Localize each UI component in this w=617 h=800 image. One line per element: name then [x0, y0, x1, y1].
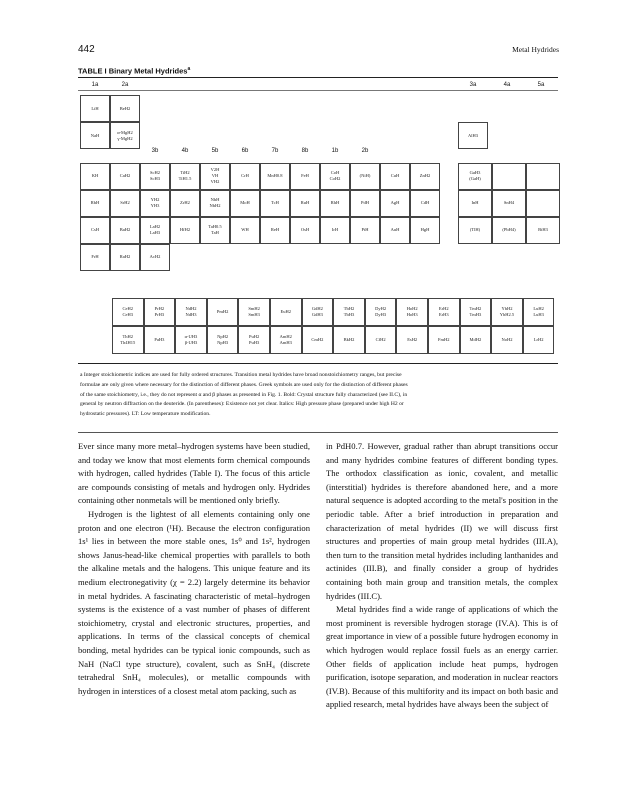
hydride-cell: PdH	[350, 190, 380, 217]
group-label: 2a	[121, 82, 129, 88]
lanthanide-cell: TbH2 TbH3	[333, 298, 365, 326]
hydride-cell: CoH CoH2	[320, 163, 350, 190]
hydride-cell: α-MgH2 γ-MgH2	[110, 122, 140, 149]
group-label: 4a	[503, 82, 511, 88]
hydride-cell: TaH0.5 TaH	[200, 217, 230, 244]
lanthanide-cell: DyH2 DyH3	[365, 298, 397, 326]
hydride-cell: TcH	[260, 190, 290, 217]
lanthanide-cell: PmH2	[207, 298, 239, 326]
hydride-cell: OsH	[290, 217, 320, 244]
hydride-cell: SrH2	[110, 190, 140, 217]
empty-cell	[526, 190, 560, 217]
body-column-right	[326, 440, 558, 712]
table-top-rule	[78, 77, 558, 78]
hydride-cell: CsH	[80, 217, 110, 244]
hydride-cell: WH	[230, 217, 260, 244]
hydride-cell: GaH3 (GaH)	[458, 163, 492, 190]
transition-group-label: 2b	[361, 148, 369, 154]
running-title: Metal Hydrides	[512, 45, 559, 54]
hydride-cell: (PbH4)	[492, 217, 526, 244]
hydride-cell: V2H VH VH2	[200, 163, 230, 190]
hydride-cell: CrH	[230, 163, 260, 190]
lanthanide-cell: SmH2 SmH3	[238, 298, 270, 326]
footnote-line: general by neutron diffraction on the deuteride. (In parentheses): Existence not yet clear. Italics: High pressure phase (prepared under high H2 or	[80, 401, 404, 408]
table-bottom-rule	[78, 363, 558, 364]
actinide-cell: MdH2	[460, 326, 492, 354]
hydride-cell: IrH	[320, 217, 350, 244]
footnote-line: a Integer stoichiometric indices are used for fully ordered structures. Transition metal hydrides have broad nonstoichiometry ranges, but precise	[80, 372, 402, 378]
footnote-line: hydrostatic pressures). LT: Low temperature modification.	[80, 411, 211, 418]
transition-group-label: 4b	[181, 148, 189, 154]
hydride-cell: SnH4	[492, 190, 526, 217]
hydride-cell: ZrH2	[170, 190, 200, 217]
actinide-cell: CmH2	[302, 326, 334, 354]
transition-group-label: 5b	[211, 148, 219, 154]
actinide-cell: ThH2 Th4H15	[112, 326, 144, 354]
hydride-cell: (TlH)	[458, 217, 492, 244]
footnote-rule	[78, 432, 558, 433]
group-label: 3a	[469, 82, 477, 88]
hydride-cell: HfH2	[170, 217, 200, 244]
hydride-cell: ReH	[260, 217, 290, 244]
actinide-cell: NpH2 NpH3	[207, 326, 239, 354]
transition-group-label: 8b	[301, 148, 309, 154]
hydride-cell: NaH	[80, 122, 110, 149]
lanthanide-cell: ErH2 ErH3	[428, 298, 460, 326]
table-title-sup: a	[187, 66, 191, 72]
actinide-cell: AmH2 AmH3	[270, 326, 302, 354]
hydride-cell: BeH2	[110, 95, 140, 122]
hydride-cell: AuH	[380, 217, 410, 244]
table-title-text: TABLE I Binary Metal Hydrides	[78, 66, 188, 76]
actinide-cell: EsH2	[396, 326, 428, 354]
hydride-cell: BiH3	[526, 217, 560, 244]
table-header-rule	[78, 90, 558, 91]
hydride-cell: ZnH2	[410, 163, 440, 190]
hydride-cell: RbH	[80, 190, 110, 217]
hydride-cell: PtH	[350, 217, 380, 244]
lanthanide-cell: NdH2 NdH3	[175, 298, 207, 326]
group-label: 5a	[537, 82, 545, 88]
hydride-cell: CaH2	[110, 163, 140, 190]
actinide-cell: LrH2	[523, 326, 555, 354]
transition-group-label: 7b	[271, 148, 279, 154]
hydride-cell: FeH	[290, 163, 320, 190]
actinide-cell: α-UH3 β-UH3	[175, 326, 207, 354]
body-column-left	[78, 440, 310, 698]
lanthanide-cell: TmH2 TmH3	[460, 298, 492, 326]
group-label: 1a	[91, 82, 99, 88]
lanthanide-cell: GdH2 GdH3	[302, 298, 334, 326]
lanthanide-cell: YbH2 YbH2.5	[491, 298, 523, 326]
hydride-cell: FrH	[80, 244, 110, 271]
lanthanide-cell: EuH2	[270, 298, 302, 326]
hydride-cell: AlH3	[458, 122, 488, 149]
paragraph: Metal hydrides find a wide range of applications of which the most prominent is reversible hydrogen storage (IV.A). This is of great importance in view of a possible future hydrogen economy in which hydrogen would replace fossil fuels as an energy carrier. Other fields of application include heat pumps, hydrogen purification, isotope separation, and moderation in nuclear reactors (IV.B). Because of this multifority and its impact on both basic and applied research, metal hydrides have always been the subject of	[326, 604, 558, 710]
actinide-cell: NoH2	[491, 326, 523, 354]
table-title	[78, 66, 190, 76]
hydride-cell: AcH2	[140, 244, 170, 271]
hydride-cell: HgH	[410, 217, 440, 244]
table-footnote	[80, 371, 552, 420]
actinide-cell: PuH2 PuH3	[238, 326, 270, 354]
hydride-cell: RaH2	[110, 244, 140, 271]
paragraph: Ever since many more metal–hydrogen systems have been studied, and today we know that most elements form chemical compounds with hydrogen, called hydrides (Table I). The focus of this article are compounds consisting of metals and hydrogen only. Hydrides containing other nonmetals will be mentioned only briefly.	[78, 441, 310, 506]
empty-cell	[492, 163, 526, 190]
footnote-line: formulae are only given where necessary for the distinction of different phases. Greek symbols are used only for the distinction of different phases	[80, 381, 408, 388]
hydride-cell: CuH	[380, 163, 410, 190]
hydride-cell: CdH	[410, 190, 440, 217]
hydride-cell: NbH NbH2	[200, 190, 230, 217]
lanthanide-cell: PrH2 PrH3	[144, 298, 176, 326]
transition-group-label: 3b	[151, 148, 159, 154]
hydride-cell: MnH0.8	[260, 163, 290, 190]
transition-group-label: 6b	[241, 148, 249, 154]
hydride-cell: InH	[458, 190, 492, 217]
hydride-cell: LiH	[80, 95, 110, 122]
actinide-cell: PaH3	[144, 326, 176, 354]
page-number: 442	[78, 44, 95, 55]
footnote-line: of the same stoichiometry, i.e., they do not represent α and β phases as presented in Fig. 1. Bold: Crystal structure fully characterized (see II.C), in	[80, 391, 408, 398]
transition-group-label: 1b	[331, 148, 339, 154]
hydride-cell: KH	[80, 163, 110, 190]
empty-cell	[526, 163, 560, 190]
hydride-cell: AgH	[380, 190, 410, 217]
hydride-cell: YH2 YH3	[140, 190, 170, 217]
lanthanide-cell: HoH2 HoH3	[396, 298, 428, 326]
actinide-cell: BkH2	[333, 326, 365, 354]
actinide-cell: CfH2	[365, 326, 397, 354]
hydride-cell: (NiH)	[350, 163, 380, 190]
paragraph: in PdH0.7. However, gradual rather than abrupt transitions occur and many hydrides combine features of different bonding types. The orthodox classification as ionic, covalent, and metallic (interstitial) hydrides is therefore abandoned here, and a more natural sequence is adopted according to the metal's position in the periodic table. After a brief introduction in preparation and characterization of metal hydrides (II) we will discuss first structures and properties of main group metal hydrides (III.A), then turn to the transition metal hydrides including lanthanides and actinides (III.B), and finally consider a group of hydrides containing both main group and transition metals, the complex hydrides (III.C).	[326, 441, 558, 601]
actinide-cell: FmH2	[428, 326, 460, 354]
hydride-cell: ScH2 ScH3	[140, 163, 170, 190]
hydride-cell: BaH2	[110, 217, 140, 244]
paragraph: Hydrogen is the lightest of all elements containing only one proton and one electron (¹H). Because the electron configuration 1s¹ lies in between the more stable ones, 1s⁰ and 1s², hydrogen shows Janus-head-like chemical properties with parallels to both the alkaline metals and the halogens. This unique feature and its medium electronegativity (χ = 2.2) largely determine its behavior in metal hydrides. A fascinating characteristic of metal–hydrogen systems is the existence of a vast number of phases of different stoichiometry, crystal and electronic structures, properties, and applications. In terms of the classical concepts of chemical bonding, metal hydrides can be typical ionic compounds, such as NaH (NaCl type structure), covalent, such as SnH₄ (discrete tetrahedral SnH₄ molecules), or metallic compounds with hydrogen in interstices of a closest metal atom packing, such as	[78, 508, 310, 696]
lanthanide-cell: LuH2 LuH3	[523, 298, 555, 326]
hydride-cell: LaH2 LaH3	[140, 217, 170, 244]
lanthanide-cell: CeH2 CeH3	[112, 298, 144, 326]
hydride-cell: TiH2 TiH1.5	[170, 163, 200, 190]
hydride-cell: RuH	[290, 190, 320, 217]
hydride-cell: MoH	[230, 190, 260, 217]
hydride-cell: RhH	[320, 190, 350, 217]
